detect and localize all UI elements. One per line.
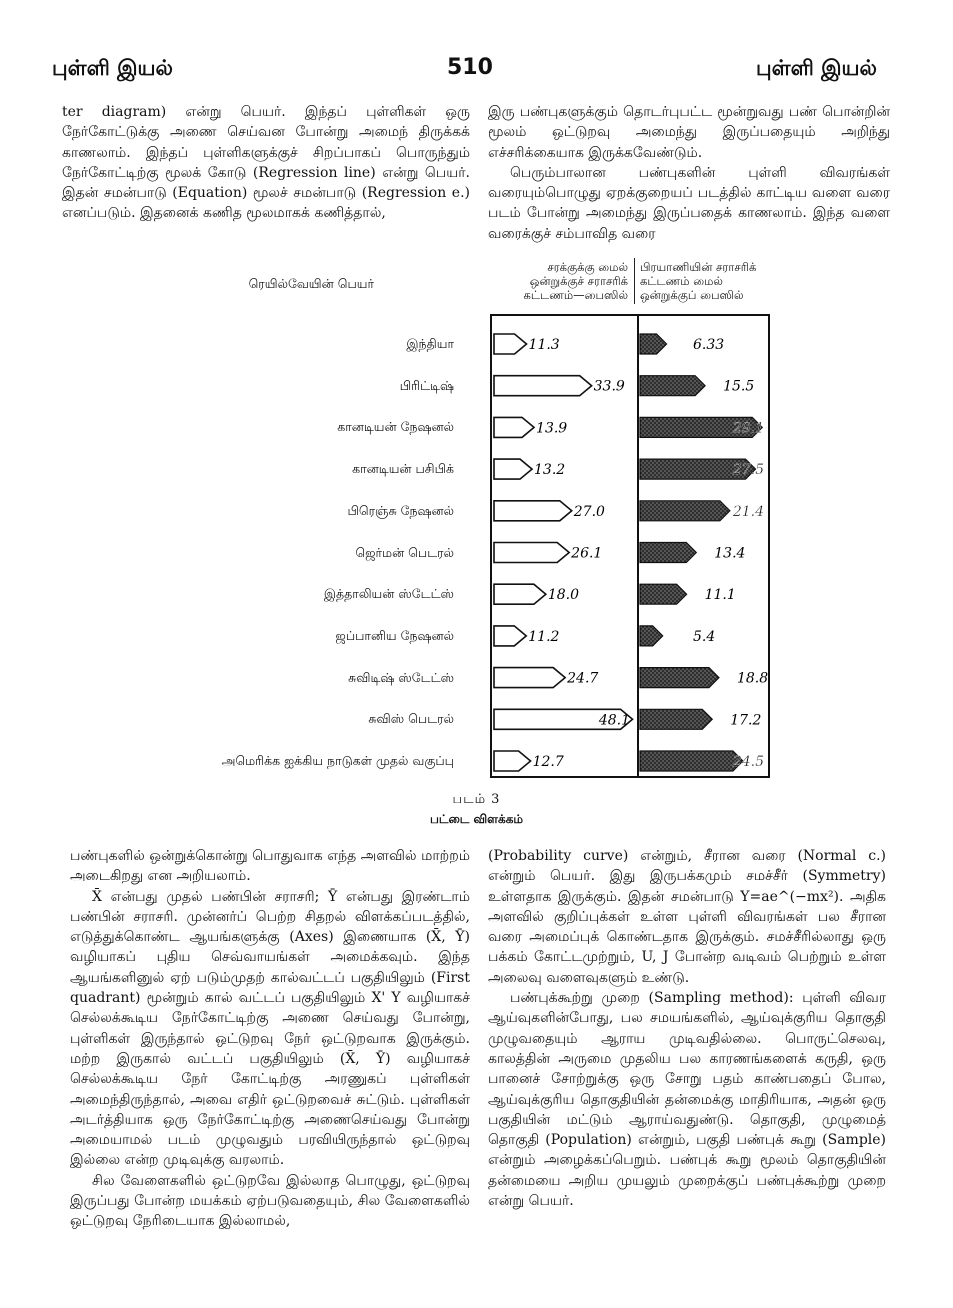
passenger-bar	[640, 376, 705, 396]
freight-bar	[494, 751, 531, 771]
freight-bar	[494, 417, 534, 437]
passenger-header-line: பிரயாணியின் சராசரிக்	[640, 260, 757, 274]
freight-value-label: 11.2	[528, 628, 560, 645]
top-right-column	[488, 102, 890, 244]
passenger-value-label: 29.1	[732, 420, 764, 437]
freight-value-label: 48.1	[598, 712, 630, 729]
passenger-bar	[640, 626, 663, 646]
freight-header-line: ஒன்றுக்குச் சராசரிக்	[529, 274, 628, 288]
category-label: கானடியன் பசிபிக்	[352, 461, 454, 477]
freight-column-header	[488, 260, 628, 302]
freight-bar	[494, 584, 546, 604]
freight-header-line: சரக்குக்கு மைல்	[547, 260, 628, 274]
passenger-column-header	[640, 260, 776, 302]
passenger-value-label: 15.5	[723, 378, 755, 395]
freight-bar	[494, 334, 527, 354]
category-label: சுவிஸ் பெடரல்	[368, 711, 454, 727]
passenger-value-label: 17.2	[730, 712, 762, 729]
running-header-right: புள்ளி இயல்	[756, 56, 877, 80]
passenger-header-line: ஒன்றுக்குப் பைஸில்	[640, 288, 744, 302]
category-label: பிரிட்டிஷ்	[399, 377, 454, 393]
freight-value-label: 27.0	[573, 503, 605, 520]
paragraph: பண்புக்கூற்று முறை (Sampling method): புள்ளி விவர ஆய்வுகளின்போது, பல சமயங்களில், ஆய்வுக்குரிய தொகுதி முழுவதையும் ஆராய முடிவதில்லை. பொருட்செலவு, காலத்தின் அருமை முதலிய பல காரணங்களைக் கருதி, ஒரு பானைச் சோற்றுக்கு ஒரு சோறு பதம் காண்பதைப் போல, ஆய்வுக்குரிய தொகுதியின் தன்மைக்கு மாதிரியாக, அதன் ஒரு பகுதியின் மட்டும் ஆராய்வதுண்டு. தொகுதி, முழுமைத் தொகுதி (Population) என்றும், பகுதி பண்புக் கூறு (Sample) என்றும் அழைக்கப்பெறும். பண்புக் கூறு மூலம் தொகுதியின் தன்மையை அறிய முயலும் முறைக்குப் பண்புக்கூற்று முறை என்று பெயர்.	[488, 990, 886, 1210]
category-label: சுவிடிஷ் ஸ்டேட்ஸ்	[348, 669, 454, 685]
category-label: இந்தியா	[406, 336, 454, 351]
passenger-value-label: 5.4	[693, 628, 716, 645]
passenger-bar	[640, 543, 696, 563]
figure-number: படம் 3	[452, 792, 501, 807]
freight-value-label: 26.1	[571, 545, 603, 562]
freight-bar	[494, 626, 526, 646]
freight-bar	[494, 376, 592, 396]
category-label: அமெரிக்க ஐக்கிய நாடுகள் முதல் வகுப்பு	[221, 753, 454, 768]
bottom-right-column	[488, 846, 886, 1211]
passenger-bar	[640, 584, 687, 604]
passenger-bar	[640, 751, 743, 771]
freight-value-label: 24.7	[567, 670, 599, 687]
bar-chart	[490, 314, 772, 780]
passenger-value-label: 13.4	[714, 545, 746, 562]
bottom-left-column	[70, 846, 470, 1232]
railway-column-header: ரெயில்வேயின் பெயர்	[248, 276, 374, 291]
top-left-column	[62, 102, 470, 224]
freight-value-label: 13.2	[534, 462, 566, 479]
freight-value-label: 33.9	[593, 378, 625, 395]
paragraph: (Probability curve) என்றும், சீரான வரை (Normal c.) என்றும் பெயர். இது இருபக்கமும் சமச்சீர் (Symmetry) உள்ளதாக இருக்கும். இதன் சமன்பாடு Y=ae^(−mx²). அதிக அளவில் குறிப்புக்கள் உள்ள புள்ளி விவரங்கள் பல சீரான வரை அமைப்புக் கொண்டதாக இருக்கும். சமச்சீரில்லாது ஒரு பக்கம் கோட்டமுற்றும், U, J போன்ற வடிவம் பெற்றும் உள்ள அலைவு வளைவுகளும் உண்டு.	[488, 848, 886, 986]
passenger-bar	[640, 668, 719, 688]
paragraph: பெரும்பாலான பண்புகளின் புள்ளி விவரங்கள் வரையும்பொழுது ஏறக்குறையப் படத்தில் காட்டிய வளை வரை படம் போன்று அமைந்து இருப்பதைக் காணலாம். இந்த வளை வரைக்குச் சம்பாவித வரை	[488, 164, 890, 242]
figure-caption: பட்டை விளக்கம்	[429, 812, 524, 826]
paragraph: பண்புகளில் ஒன்றுக்கொன்று பொதுவாக எந்த அளவில் மாற்றம் அடைகிறது என அறியலாம்.	[70, 848, 470, 885]
freight-bar	[494, 501, 572, 521]
category-label: கானடியன் நேஷனல்	[337, 419, 454, 435]
passenger-value-label: 18.8	[736, 670, 769, 687]
category-label: ஜப்பானிய நேஷனல்	[335, 627, 454, 643]
passenger-value-label: 11.1	[704, 587, 736, 604]
freight-value-label: 18.0	[547, 587, 580, 604]
passenger-value-label: 6.33	[693, 337, 725, 353]
passenger-bar	[640, 709, 712, 729]
passenger-value-label: 21.4	[732, 503, 764, 520]
category-label: இத்தாலியன் ஸ்டேட்ஸ்	[323, 586, 454, 602]
freight-value-label: 13.9	[536, 420, 568, 437]
freight-bar	[494, 543, 569, 563]
freight-bar	[494, 668, 565, 688]
paragraph: ter diagram) என்று பெயர். இந்தப் புள்ளிகள் ஒரு நேர்கோட்டுக்கு அணை செய்வன போன்று அமைந் திருக்கக் காணலாம். இந்தப் புள்ளிகளுக்குச் சிறப்பாகப் பொருந்தும் நேர்கோட்டிற்கு மூலக் கோடு (Regression line) என்று பெயர். இதன் சமன்பாடு (Equation) மூலச் சமன்பாடு (Regression e.) எனப்படும். இதனைக் கணித மூலமாகக் கணித்தால்,	[62, 104, 470, 222]
page-number: 510	[447, 55, 493, 80]
passenger-bar	[640, 501, 730, 521]
category-label: பிரெஞ்சு நேஷனல்	[347, 502, 454, 518]
freight-header-line: கட்டணம்—பைஸில்	[523, 288, 628, 302]
paragraph: இரு பண்புகளுக்கும் தொடர்புபட்ட மூன்றுவது பண் பொன்றின் மூலம் ஒட்டுறவு அமைந்து இருப்பதையும் அறிந்து எச்சரிக்கையாக இருக்கவேண்டும்.	[488, 104, 890, 161]
passenger-bar	[640, 334, 667, 354]
paragraph: X̄ என்பது முதல் பண்பின் சராசரி; Ȳ என்பது இரண்டாம் பண்பின் சராசரி. முன்னர்ப் பெற்ற சிதறல் விளக்கப்படத்தில், எடுத்துக்கொண்ட ஆயங்களுக்கு (Axes) இணையாக (X̄, Ȳ) வழியாகப் புதிய செவ்வாயங்கள் அமைக்கவும். இந்த ஆயங்களினுல் ஏற் படும்முதற் கால்வட்டப் பகுதியிலும் (First quadrant) மூன்றும் கால் வட்டப் பகுதியிலும் X' Y வழியாகச் செல்லக்கூடிய நேர்கோட்டிற்கு அணை செய்வது போன்று, புள்ளிகள் இருந்தால் ஒட்டுறவு நேர் ஒட்டுறவாக இருக்கும். மற்ற இருகால் வட்டப் பகுதியிலும் (X̄, Ȳ) வழியாகச் செல்லக்கூடிய நேர் கோட்டிற்கு அரணுகப் புள்ளிகள் அமைந்திருந்தால், அவை எதிர் ஒட்டுறவைச் சுட்டும். புள்ளிகள் அடர்த்தியாக ஒரு நேர்கோட்டிற்கு அணைசெய்வது போன்று அமையாமல் படம் முழுவதும் பரவியிருந்தால் ஒட்டுறவு இல்லை என்ற முடிவுக்கு வரலாம்.	[70, 888, 470, 1169]
passenger-header-line: கட்டணம் மைல்	[640, 274, 723, 288]
paragraph: சில வேளைகளில் ஒட்டுறவே இல்லாத பொழுது, ஒட்டுறவு இருப்பது போன்ற மயக்கம் ஏற்படுவதையும், சில வேளைகளில் ஒட்டுறவு நேரிடையாக இல்லாமல்,	[70, 1172, 470, 1230]
running-header-left: புள்ளி இயல்	[52, 56, 173, 80]
freight-value-label: 11.3	[528, 337, 560, 353]
category-label: ஜெர்மன் பெடரல்	[355, 544, 454, 560]
passenger-value-label: 27.5	[732, 462, 764, 479]
header-divider	[634, 258, 635, 304]
passenger-value-label: 24.5	[732, 754, 764, 770]
freight-value-label: 12.7	[532, 754, 564, 770]
freight-bar	[494, 459, 532, 479]
